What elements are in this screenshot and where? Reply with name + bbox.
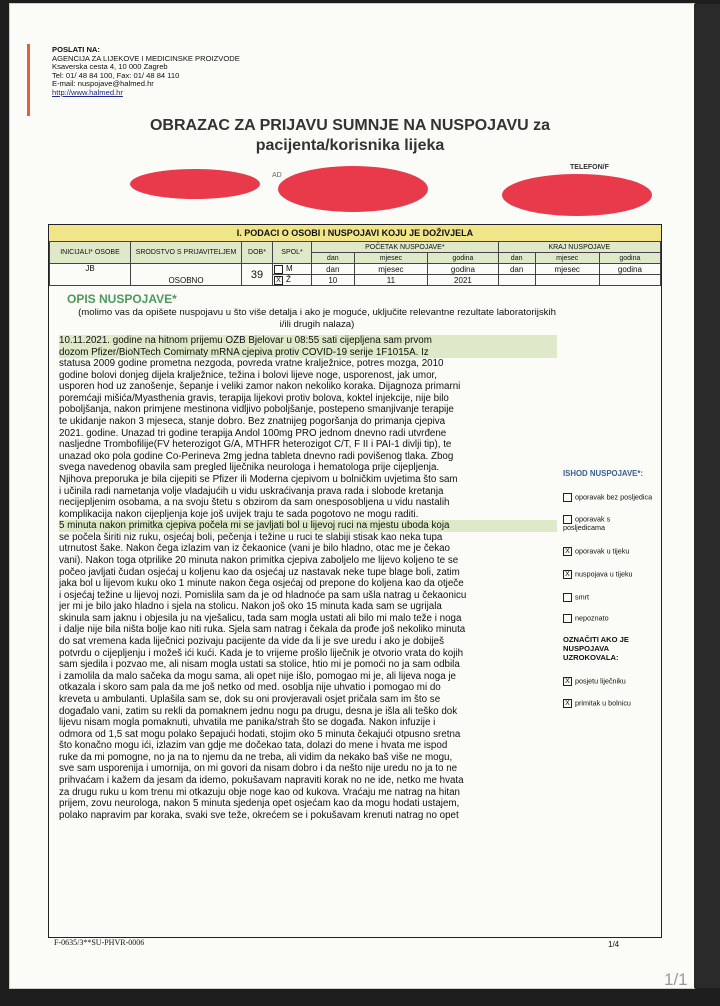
- viewer-page-counter: 1/1: [664, 970, 688, 988]
- sender-address: [52, 46, 240, 98]
- start-month-value: 11: [354, 275, 428, 286]
- outcome-option[interactable]: [563, 493, 652, 502]
- halmed-link[interactable]: http://www.halmed.hr: [52, 87, 123, 97]
- description-line: do sat vremena kada liječnici pozivaju pacijente da vide da li je sve uredu i ako je dobiješ: [59, 636, 445, 648]
- start-month-label: mjesec: [354, 253, 428, 264]
- form-title: [50, 116, 650, 156]
- outcome-option-label: nepoznato: [575, 613, 609, 623]
- outcome-option[interactable]: [563, 515, 645, 533]
- sex-female-label: Ž: [286, 275, 291, 285]
- description-line: događalo vani, zatim su rekli da pomaknem jednu nogu pa drugu, desna je išla ali teško dok: [59, 705, 458, 717]
- end-header: KRAJ NUSPOJAVE: [498, 242, 660, 253]
- caused-option[interactable]: [563, 699, 631, 708]
- outcome-option[interactable]: [563, 570, 633, 579]
- sender-heading: POSLATI NA:: [52, 45, 100, 54]
- description-line: unazad oko pola godine Co-Perineva 2mg jedna tableta dnevno radi povišenog tlaka. Zbog: [59, 450, 454, 462]
- title-line-2: pacijenta/korisnika lijeka: [255, 137, 445, 154]
- sender-line: Tel: 01/ 48 84 100, Fax: 01/ 48 84 110: [52, 70, 180, 80]
- description-line: i osjećaj težine u lijevoj nozi. Pomislila sam da je od hladnoće pa sam ušla natrag u čekaonicu: [59, 589, 467, 601]
- caused-title: OZNAČITI AKO JE NUSPOJAVA UZROKOVALA:: [563, 635, 629, 662]
- redaction-mark: [502, 174, 652, 216]
- description-line: počeo javljati čudan osjećaj u koljenu kao da osjećaj uz nastavak neke tupe blage boli, zatim: [59, 566, 460, 578]
- relation-header: SRODSTVO S PRIJAVITELJEM: [131, 242, 242, 264]
- description-line: utrnutost šake. Nakon čega izlazim van iz čekaonice (vani je bilo hladno, otac me je čekao: [59, 543, 450, 555]
- description-line: i dalje nije bila ništa bolje kao niti ruka. Sjela sam natrag i čekala da prođe još nekoliko minuta: [59, 624, 466, 636]
- description-line: necijepljenim osobama, a na svoju štetu s obzirom da sam onesposobljena u vidu nastalih: [59, 497, 450, 509]
- description-line: dozom Pfizer/BioNTech Comirnaty mRNA cjepiva protiv COVID-19 serije 1F1015A. Iz: [59, 347, 557, 359]
- description-line: otkazala i skoro sam pala da me još netko od med. osoblja nije uhvatio i pomogao mi do: [59, 682, 441, 694]
- description-line: ruke da mi pomogne, no ja na to njemu da ne treba, ali vidim da nekako baš više ne mogu,: [59, 751, 453, 763]
- phone-label: TELEFON/F: [570, 164, 609, 171]
- outcome-option-label: oporavak u tijeku: [575, 546, 630, 556]
- checkbox-icon: X: [563, 547, 572, 556]
- end-month-label: mjesec: [535, 253, 599, 264]
- description-line: sve sam usporenija i umornija, on mi govori da nisam dobro i da nešto nije uredu no ja to ne: [59, 763, 458, 775]
- viewer-edge: [694, 4, 720, 988]
- initials-value: JB: [50, 264, 131, 286]
- form-page: [10, 4, 694, 988]
- description-line: polako napravim par koraka, svaki sve teže, okrećem se i pokušavam krenuti natrag no opet: [59, 809, 459, 821]
- redaction-mark: [130, 169, 260, 199]
- description-line: skinula sam jaknu i objesila ju na vješalicu, tada sam mogla ustati ali bilo mi malo teže i noga: [59, 612, 462, 624]
- description-line: 5 minuta nakon primitka cjepiva počela mi se javljati bol u lijevoj ruci na mjestu uboda koja: [59, 520, 557, 532]
- start-day-label: dan: [312, 264, 355, 275]
- page-number: 1/4: [608, 940, 620, 949]
- margin-mark: [27, 44, 30, 116]
- description-line: statusa 2009 godine prometna nezgoda, povreda vratne kralježnice, potres mozga, 2010: [59, 358, 444, 370]
- description-title: OPIS NUSPOJAVE*: [67, 292, 177, 306]
- title-line-1: OBRAZAC ZA PRIJAVU SUMNJE NA NUSPOJAVU za: [149, 117, 551, 134]
- start-day-value: 10: [312, 275, 355, 286]
- outcome-title: ISHOD NUSPOJAVE*:: [563, 469, 644, 478]
- outcome-option[interactable]: [563, 614, 609, 623]
- description-line: nasljedne Trombofilije(FV heterozigot G/A, MTHFR heterozigot C/T, F II i PAI-1 divlji tip), te: [59, 439, 452, 451]
- checkbox-icon: X: [563, 570, 572, 579]
- description-line: što konačno mogu ići, izlazim van gdje me dočekao tata, dolazi do mene i hvata me ispod: [59, 740, 448, 752]
- end-day-value: [498, 275, 535, 286]
- start-year-label: godina: [428, 264, 498, 275]
- age-header: DOB*: [242, 242, 273, 264]
- description-line: godine bolovi donjeg dijela kralježnice, težina i bolovi lijeve noge, usporenost, jak umor,: [59, 369, 437, 381]
- end-month-value: [535, 275, 599, 286]
- relation-value: OSOBNO: [131, 264, 242, 286]
- description-line: poboljšanja, nakon primjene mestinona vidljivo poboljšanje, postepeno smanjivanje terapije: [59, 404, 454, 416]
- description-line: te ukidanje nakon 3 mjeseca, stanje dobro. Bez znatnijeg pogoršanja do primanja cjepiva: [59, 416, 446, 428]
- section-title: I. PODACI O OSOBI I NUSPOJAVI KOJU JE DOŽIVJELA: [49, 225, 661, 242]
- checkbox-icon: [274, 265, 283, 274]
- description-line: 2021. godine. Unazad tri godine terapija Andol 100mg PRO jednom dnevno radi utvrđene: [59, 427, 447, 439]
- sender-line: E-mail: nuspojave@halmed.hr: [52, 79, 154, 89]
- checkbox-icon: X: [563, 699, 572, 708]
- checkbox-icon: [563, 493, 572, 502]
- outcome-option-label: nuspojava u tijeku: [575, 569, 633, 579]
- end-year-label: godina: [599, 264, 660, 275]
- redaction-mark: [278, 166, 428, 212]
- sender-line: Ksaverska cesta 4, 10 000 Zagreb: [52, 62, 168, 72]
- description-text: [59, 335, 557, 821]
- caused-option-label: primitak u bolnicu: [575, 698, 631, 708]
- address-label: AD: [272, 172, 282, 179]
- initials-header: INICIJALI* OSOBE: [50, 242, 131, 264]
- description-line: i zamolila da malo sačeka da mogu sama, ali opet nije išlo, pomogao mi je, ali lijeva noga je: [59, 670, 456, 682]
- description-line: odmora od 1,5 sat mogu polako šepajući hodati, stojim oko 5 minuta čekajući otpusno sretna: [59, 728, 461, 740]
- end-year-label: godina: [599, 253, 660, 264]
- checkbox-icon: X: [274, 276, 283, 285]
- sex-male-option[interactable]: [273, 264, 312, 275]
- checkbox-icon: [563, 614, 572, 623]
- checkbox-icon: [563, 593, 572, 602]
- description-line: poremćaji mišića/Myasthenia gravis, terapija lijekovi protiv bolova, koktel injekcije, nije bilo: [59, 392, 449, 404]
- caused-option[interactable]: [563, 677, 626, 686]
- sex-male-label: M: [286, 264, 293, 274]
- description-instructions: (molimo vas da opišete nuspojavu u što više detalja i ako je moguće, uključite relevantne rezultate laboratorijskih i/ili drugih nalaza): [78, 307, 556, 330]
- form-code: F-0635/3**SU-PHVR-0006: [54, 938, 145, 947]
- description-line: sam sjedila i pozvao me, ali nisam mogla ustati sa stolice, htio mi je pomoći no ja sam odbila: [59, 659, 460, 671]
- caused-option-label: posjetu liječniku: [575, 676, 626, 686]
- description-line: za drugu ruku u kom trenu mi otkazuju obje noge kao od kukova. Vraćaju me natrag na hitan: [59, 786, 461, 798]
- description-line: i učinila radi nametanja volje vladajućih u vidu uskraćivanja prava rada i slobode kretanja: [59, 485, 444, 497]
- description-line: jaka bol u lijevom kuku oko 1 minute nakon čega osjećaj od prepone do koljena kao da otječe: [59, 578, 464, 590]
- checkbox-icon: X: [563, 677, 572, 686]
- sender-line: AGENCIJA ZA LIJEKOVE I MEDICINSKE PROIZVODE: [52, 53, 240, 63]
- end-month-label: mjesec: [535, 264, 599, 275]
- sex-female-option[interactable]: [273, 275, 312, 286]
- end-day-label: dan: [498, 264, 535, 275]
- description-line: prijem, zovu neurologa, nakon 5 minuta sjedenja opet osjećam kao da mogu hodati ustajem,: [59, 798, 460, 810]
- age-value: 39: [242, 264, 273, 286]
- description-line: kreveta u ambulanti. Uplašila sam se, dok su oni provjeravali osjet pričala sam im što se: [59, 693, 441, 705]
- description-line: se počela širiti niz ruku, osjećaj boli, pečenja i težine u ruci te slabiji stisak kao neka tupa: [59, 531, 443, 543]
- person-header-table: [49, 241, 661, 286]
- description-line: prihvaćam i kažem da jesam da idemo, pokušavam napraviti korak no ne ide, netko me hvata: [59, 774, 464, 786]
- description-line: potvrdu o cijepljenju i možeš ići kući. Kada je to vrijeme prošlo liječnik je otvorio vrata do kojih: [59, 647, 464, 659]
- start-year-label: godina: [428, 253, 498, 264]
- section-box: [48, 224, 662, 938]
- start-day-label: dan: [312, 253, 355, 264]
- description-line: vani). Nakon toga otprilike 20 minuta nakon primitka cjepiva zaboljelo me lijevo koljeno te se: [59, 554, 459, 566]
- end-day-label: dan: [498, 253, 535, 264]
- start-month-label: mjesec: [354, 264, 428, 275]
- start-header: POČETAK NUSPOJAVE*: [312, 242, 499, 253]
- start-year-value: 2021: [428, 275, 498, 286]
- description-line: jer mi je bilo jako hladno i sjela na stolicu. Nakon još oko 15 minuta kada sam se ugrijala: [59, 601, 442, 613]
- description-line: svega navedenog obavila sam pregled liječnika neurologa i hematologa prije cijepljenja.: [59, 462, 440, 474]
- end-year-value: [599, 275, 660, 286]
- sex-header: SPOL*: [273, 242, 312, 264]
- outcome-option-label: smrt: [575, 592, 589, 602]
- outcome-option[interactable]: [563, 593, 589, 602]
- outcome-option-label: oporavak s posljedicama: [563, 514, 611, 532]
- outcome-option-label: oporavak bez posljedica: [575, 492, 653, 502]
- description-line: 10.11.2021. godine na hitnom prijemu OŽB Bjelovar u 08:55 sati cijepljena sam prvom: [59, 335, 557, 347]
- description-line: usporen hod uz zanošenje, šepanje i veliki zamor nakon nekoliko koraka. Dijagnoza primarni: [59, 381, 461, 393]
- description-line: Njihova preporuka je bila cijepiti se Pfizer ili Moderna cjepivom u bolničkim uvjetima što sam: [59, 473, 458, 485]
- description-line: lijevu nisam mogla pomaknuti, uhvatila me panika/strah što se događa. Nakon infuzije i: [59, 717, 436, 729]
- outcome-option[interactable]: [563, 547, 629, 556]
- description-line: komplikacija nakon cijepljenja koje još uvijek traju te sada pogotovo ne mogu raditi.: [59, 508, 419, 520]
